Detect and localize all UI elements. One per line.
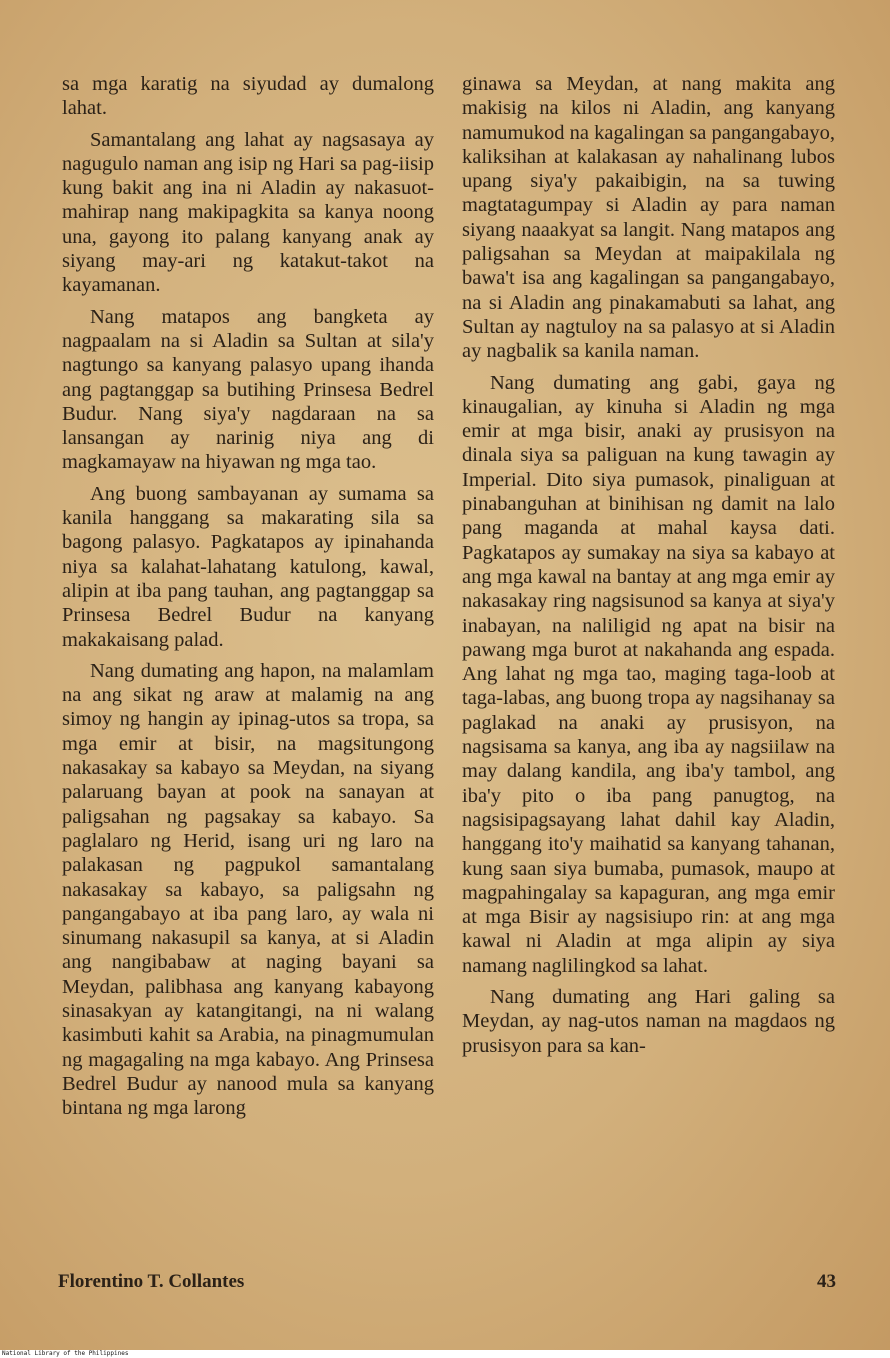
author-name: Florentino T. Collantes	[58, 1271, 245, 1292]
paragraph: sa mga karatig na siyudad ay dumalong lahat.	[62, 73, 434, 120]
left-column	[62, 72, 434, 1127]
paragraph: Nang matapos ang bangketa ay nagpaalam na si Aladin sa Sultan at sila'y nagtungo sa kanyang palasyo upang ihanda ang pagtanggap sa butihing Prinsesa Bedrel Budur. Nang siya'y nagdaraan na sa lansangan ay narinig niya ang di magkamayaw na hiyawan ng mga tao.	[62, 305, 434, 474]
scan-credit: National Library of the Philippines	[0, 1350, 890, 1358]
paragraph: Samantalang ang lahat ay nagsasaya ay nagugulo naman ang isip ng Hari sa pag-iisip kung bakit ang ina ni Aladin ay nakasuot-mahirap nang makipagkita sa kanya noong una, gayong ito palang kanyang anak ay siyang may-ari ng katakut-takot na kayamanan.	[62, 128, 434, 297]
page-footer	[58, 1271, 836, 1293]
paragraph: Nang dumating ang hapon, na malamlam na ang sikat ng araw at malamig na ang simoy ng hangin ay ipinag-utos sa tropa, sa mga emir at bisir, na magsitungong nakasakay sa kabayo sa Meydan, na siyang palaruang bayan at pook na sanayan at paligsahan ng pagsakay sa kabayo. Sa paglalaro ng Herid, isang uri ng laro na palakasan ng pagpukol samantalang nakasakay sa kabayo, sa paligsahn ng pangangabayo at iba pang laro, ay wala ni sinumang nakasupil sa kanya, at si Aladin ang nangibabaw at naging bayani sa Meydan, palibhasa ang kanyang kabayong sinasakyan ay katangitangi, na ni walang kasimbuti kahit sa Arabia, na pinagmumulan ng magagaling na mga kabayo. Ang Prinsesa Bedrel Budur ay nanood mula sa kanyang bintana ng mga larong	[62, 659, 434, 1120]
paragraph: Nang dumating ang gabi, gaya ng kinaugalian, ay kinuha si Aladin ng mga emir at mga bisir, anaki ay prusisyon na dinala siya sa paliguan na kung tawagin ay Imperial. Dito siya pumasok, pinaliguan at pinabanguhan at binihisan ng damit na lalo pang maganda at mahal kaysa dati. Pagkatapos ay sumakay na siya sa kabayo at ang mga kawal na bantay at ang mga emir ay nakasakay ring nagsisunod sa kanya at siya'y inabayan, na naliligid ng apat na bisir na pawang mga burot at nakahanda ang espada. Ang lahat ng mga tao, maging taga-loob at taga-labas, ang buong tropa ay nagsihanay sa paglakad na anaki ay prusisyon, na nagsisama sa kanya, ang iba ay nagsiilaw na may dalang kandila, ang iba'y tambol, ang iba'y pito o iba pang panugtog, na nagsisipagsayang lahat dahil kay Aladin, hanggang ito'y maihatid sa kanyang tahanan, kung saan siya bumaba, pumasok, maupo at magpahingalay sa kapaguran, ang mga emir at mga Bisir ay nagsisiupo rin: at ang mga kawal ni Aladin at mga alipin ay siya namang naglilingkod sa lahat.	[462, 371, 835, 977]
paragraph: Nang dumating ang Hari galing sa Meydan, ay nag-utos naman na magdaos ng prusisyon para sa kan-	[462, 985, 835, 1057]
paragraph: Ang buong sambayanan ay sumama sa kanila hanggang sa makarating sila sa bagong palasyo. Pagkatapos ay ipinahanda niya sa kalahat-lahatang katulong, kawal, alipin at iba pang tauhan, ang pagtanggap sa Prinsesa Bedrel Budur na kanyang makakaisang palad.	[62, 482, 434, 651]
right-column	[462, 72, 835, 1065]
paragraph: ginawa sa Meydan, at nang makita ang makisig na kilos ni Aladin, ang kanyang namumukod na kagalingan sa pangangabayo, kaliksihan at kalakasan ay nahalinang lubos upang siya'y pakaibigin, na sa tuwing magtatagumpay si Aladin ay para naman siyang naaakyat sa langit. Nang matapos ang paligsahan sa Meydan at maipakilala ng bawa't isa ang kagalingan sa pangangabayo, na si Aladin ang pinakamabuti sa lahat, ang Sultan ay nagtuloy na sa palasyo at si Aladin ay nagbalik sa kanila naman.	[462, 73, 835, 363]
page-number: 43	[817, 1271, 836, 1292]
